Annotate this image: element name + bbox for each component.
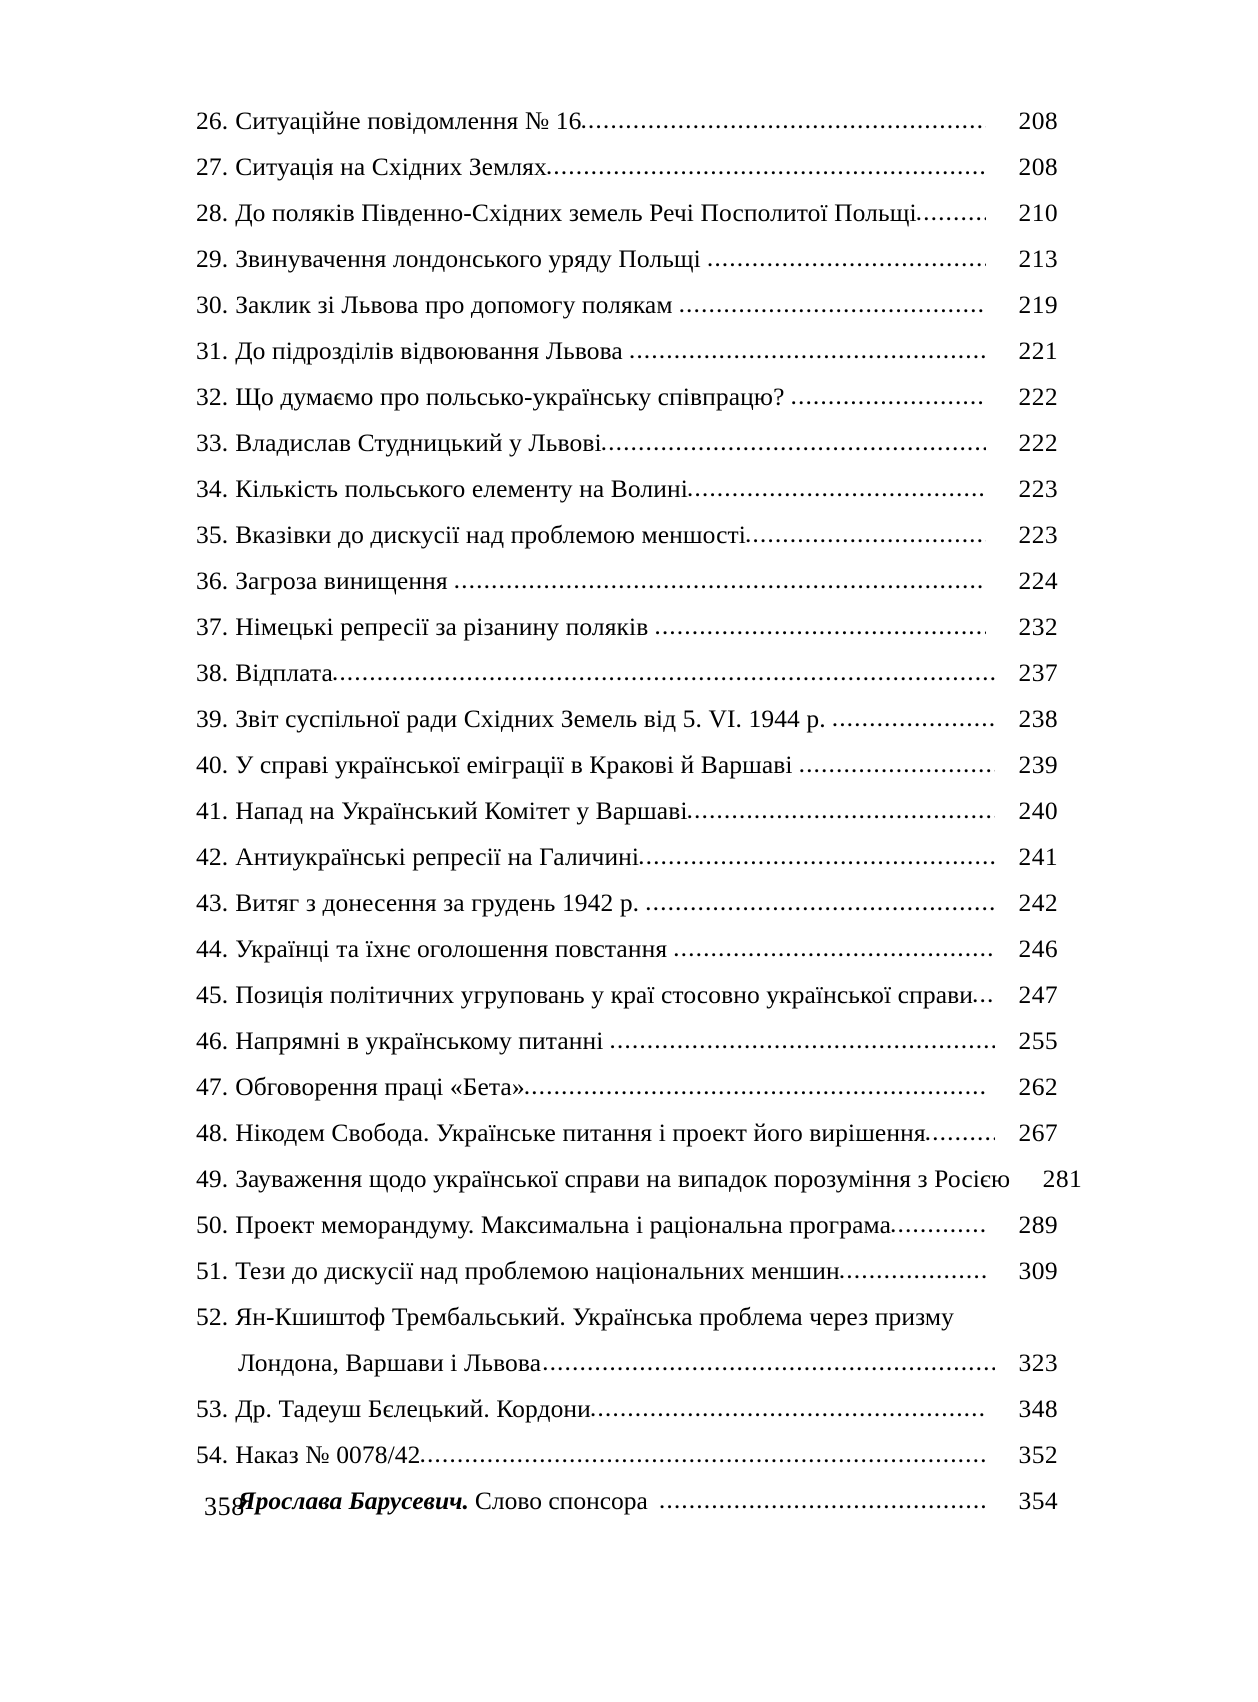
toc-entry-number: 35. xyxy=(196,520,229,549)
toc-entry-title[interactable]: Проект меморандуму. Максимальна і раціональна програма xyxy=(235,1210,891,1239)
toc-entry[interactable] xyxy=(196,522,1058,548)
toc-entry-number: 52. xyxy=(196,1302,229,1331)
toc-entry-title[interactable]: Ситуація на Східних Землях xyxy=(235,152,547,181)
toc-entry-title-continued[interactable]: Лондона, Варшави і Львова xyxy=(238,1348,542,1377)
toc-entry-page[interactable]: 281 xyxy=(1042,1164,1083,1193)
toc-entry-page[interactable]: 232 xyxy=(1018,612,1058,641)
toc-entry-page[interactable]: 246 xyxy=(1018,934,1058,963)
toc-entry-number: 48. xyxy=(196,1118,229,1147)
toc-entry-title[interactable]: Др. Тадеуш Бєлецький. Кордони xyxy=(235,1394,591,1423)
toc-entry[interactable] xyxy=(196,614,1058,640)
sponsor-author-name: Ярослава Барусевич. xyxy=(238,1486,469,1515)
toc-entry-page[interactable]: 240 xyxy=(1018,796,1058,825)
toc-entry-number: 40. xyxy=(196,750,229,779)
toc-entry[interactable] xyxy=(196,200,1058,226)
toc-leader-dots xyxy=(673,936,995,962)
toc-leader-dots xyxy=(542,1350,995,1376)
toc-leader-dots xyxy=(609,1028,995,1054)
toc-leader-dots xyxy=(547,154,986,180)
toc-entry-page[interactable]: 213 xyxy=(1018,244,1058,273)
toc-sponsor-entry[interactable] xyxy=(196,1488,1058,1514)
toc-entry-title[interactable]: Позиція політичних угруповань у краї стосовно української справи xyxy=(235,980,973,1009)
toc-leader-dots xyxy=(659,1488,986,1514)
toc-leader-dots xyxy=(926,1120,995,1146)
toc-entry-page[interactable]: 239 xyxy=(1018,750,1058,779)
toc-entry[interactable] xyxy=(196,430,1058,456)
toc-leader-dots xyxy=(840,1258,986,1284)
toc-entry[interactable] xyxy=(196,1396,1058,1422)
toc-leader-dots xyxy=(707,246,986,272)
toc-entry-title[interactable]: Німецькі репресії за різанину поляків xyxy=(235,612,649,641)
toc-entry-number: 54. xyxy=(196,1440,229,1469)
toc-entry-title[interactable]: Нікодем Свобода. Українське питання і проект його вирішення xyxy=(235,1118,926,1147)
toc-entry-title[interactable]: Звіт суспільної ради Східних Земель від 5. VI. 1944 р. xyxy=(235,704,826,733)
toc-leader-dots xyxy=(679,292,986,318)
toc-entry[interactable] xyxy=(196,936,1058,962)
toc-entry-page[interactable]: 267 xyxy=(1018,1118,1058,1147)
toc-entry-title[interactable]: Заклик зі Львова про допомогу полякам xyxy=(235,290,673,319)
toc-entry[interactable] xyxy=(196,706,1058,732)
toc-entry-page[interactable]: 238 xyxy=(1018,704,1058,733)
toc-entry-number: 39. xyxy=(196,704,229,733)
toc-leader-dots xyxy=(591,1396,986,1422)
toc-entry-page[interactable]: 223 xyxy=(1018,474,1058,503)
toc-entry-title[interactable]: Наказ № 0078/42 xyxy=(235,1440,421,1469)
toc-leader-dots xyxy=(602,430,986,456)
toc-entry[interactable] xyxy=(196,154,1058,180)
toc-entry-number: 42. xyxy=(196,842,229,871)
toc-leader-dots xyxy=(525,1074,986,1100)
toc-leader-dots xyxy=(420,1442,986,1468)
toc-entry-number: 43. xyxy=(196,888,229,917)
table-of-contents xyxy=(196,106,1083,1534)
toc-leader-dots xyxy=(746,522,986,548)
toc-entry-page[interactable]: 210 xyxy=(1018,198,1058,227)
toc-entry[interactable] xyxy=(196,1442,1058,1468)
page-folio-number: 358 xyxy=(204,1492,245,1521)
toc-entry-page[interactable]: 247 xyxy=(1018,980,1058,1009)
toc-entry-page[interactable]: 289 xyxy=(1018,1210,1058,1239)
toc-entry-title[interactable]: Вказівки до дискусії над проблемою меншості xyxy=(235,520,746,549)
toc-leader-dots xyxy=(791,384,987,410)
toc-entry-page[interactable]: 348 xyxy=(1018,1394,1058,1423)
toc-entry-title[interactable]: До поляків Південно-Східних земель Речі Посполитої Польщі xyxy=(235,198,917,227)
toc-entry[interactable] xyxy=(196,752,1058,778)
toc-entry-number: 27. xyxy=(196,152,229,181)
toc-entry-title[interactable]: Українці та їхнє оголошення повстання xyxy=(235,934,668,963)
toc-entry-line-first xyxy=(196,1304,1058,1330)
toc-entry-number: 33. xyxy=(196,428,229,457)
toc-leader-dots xyxy=(799,752,995,778)
toc-entry-number: 30. xyxy=(196,290,229,319)
toc-entry-number: 53. xyxy=(196,1394,229,1423)
sponsor-entry-title[interactable]: Слово спонсора xyxy=(474,1486,648,1515)
toc-entry-title[interactable]: Ян-Кшиштоф Трембальський. Українська проблема через призму xyxy=(235,1302,955,1331)
toc-leader-dots xyxy=(654,614,986,640)
toc-entry-title[interactable]: Напрямні в українському питанні xyxy=(235,1026,604,1055)
toc-entry-page[interactable]: 255 xyxy=(1018,1026,1058,1055)
toc-leader-dots xyxy=(581,108,986,134)
toc-entry-page[interactable]: 223 xyxy=(1018,520,1058,549)
toc-entry-title[interactable]: До підрозділів відвоювання Львова xyxy=(235,336,623,365)
toc-entry-title[interactable]: У справі української еміграції в Кракові й Варшаві xyxy=(235,750,793,779)
toc-leader-dots xyxy=(973,982,995,1008)
toc-entry-title[interactable]: Тези до дискусії над проблемою національних меншин xyxy=(235,1256,840,1285)
toc-entry-number: 46. xyxy=(196,1026,229,1055)
toc-entry-title[interactable]: Обговорення праці «Бета» xyxy=(235,1072,525,1101)
toc-entry[interactable] xyxy=(196,1258,1058,1284)
toc-entry[interactable] xyxy=(196,1212,1058,1238)
toc-entry[interactable] xyxy=(196,844,1058,870)
toc-leader-dots xyxy=(454,568,986,594)
toc-entry[interactable] xyxy=(196,292,1058,318)
toc-leader-dots xyxy=(629,338,986,364)
toc-entry-number: 47. xyxy=(196,1072,229,1101)
toc-leader-dots xyxy=(917,200,986,226)
toc-entry-title[interactable]: Витяг з донесення за грудень 1942 р. xyxy=(235,888,640,917)
toc-entry[interactable] xyxy=(196,568,1058,594)
toc-entry-number: 34. xyxy=(196,474,229,503)
toc-leader-dots xyxy=(688,476,986,502)
toc-leader-dots xyxy=(832,706,995,732)
toc-entry[interactable] xyxy=(196,476,1058,502)
toc-entry-number: 28. xyxy=(196,198,229,227)
toc-entry[interactable] xyxy=(196,982,1058,1008)
toc-entry-title[interactable]: Кількість польського елементу на Волині xyxy=(235,474,688,503)
toc-entry-title[interactable]: Загроза винищення xyxy=(235,566,448,595)
toc-entry-number: 49. xyxy=(196,1164,229,1193)
toc-entry[interactable] xyxy=(196,660,1058,686)
toc-entry-title[interactable]: Напад на Український Комітет у Варшаві xyxy=(235,796,688,825)
toc-entry[interactable] xyxy=(196,798,1058,824)
toc-entry-line-second xyxy=(196,1350,1058,1376)
toc-entry-page[interactable]: 309 xyxy=(1018,1256,1058,1285)
toc-entry-number: 37. xyxy=(196,612,229,641)
toc-entry-title[interactable]: Відплата xyxy=(235,658,333,687)
toc-entry[interactable] xyxy=(196,1164,1083,1193)
toc-entry-page[interactable]: 352 xyxy=(1018,1440,1058,1469)
toc-entry-page[interactable]: 354 xyxy=(1018,1486,1058,1515)
toc-entry-number: 29. xyxy=(196,244,229,273)
toc-entry-page[interactable]: 222 xyxy=(1018,428,1058,457)
toc-entry-page[interactable]: 221 xyxy=(1018,336,1058,365)
toc-entry[interactable] xyxy=(196,1120,1058,1146)
toc-entry-number: 45. xyxy=(196,980,229,1009)
toc-leader-dots xyxy=(688,798,995,824)
toc-entry-title[interactable]: Що думаємо про польсько-українську співпрацю? xyxy=(235,382,785,411)
toc-entry-page[interactable]: 237 xyxy=(1018,658,1058,687)
toc-entry-page[interactable]: 222 xyxy=(1018,382,1058,411)
toc-entry-title[interactable]: Антиукраїнські репресії на Галичині xyxy=(235,842,640,871)
toc-entry[interactable] xyxy=(196,1304,1058,1376)
toc-entry[interactable] xyxy=(196,1074,1058,1100)
toc-entry-title[interactable]: Зауваження щодо української справи на випадок порозуміння з Росією xyxy=(235,1164,1011,1193)
toc-entry-number: 41. xyxy=(196,796,229,825)
toc-entry-page[interactable]: 224 xyxy=(1018,566,1058,595)
toc-entry-number: 38. xyxy=(196,658,229,687)
toc-entry-number: 26. xyxy=(196,106,229,135)
toc-entry-page[interactable]: 323 xyxy=(1018,1348,1058,1377)
toc-entry[interactable] xyxy=(196,108,1058,134)
toc-entry-number: 50. xyxy=(196,1210,229,1239)
toc-entry-page[interactable]: 242 xyxy=(1018,888,1058,917)
toc-entry[interactable] xyxy=(196,246,1058,272)
toc-entry-title[interactable]: Звинувачення лондонського уряду Польщі xyxy=(235,244,701,273)
toc-entry-page[interactable]: 208 xyxy=(1018,106,1058,135)
toc-entry-number: 51. xyxy=(196,1256,229,1285)
toc-leader-dots xyxy=(645,890,995,916)
toc-entry-title[interactable]: Владислав Студницький у Львові xyxy=(235,428,602,457)
toc-entry[interactable] xyxy=(196,890,1058,916)
toc-entry-number: 36. xyxy=(196,566,229,595)
toc-entry-page[interactable]: 241 xyxy=(1018,842,1058,871)
toc-entry[interactable] xyxy=(196,338,1058,364)
toc-entry-number: 31. xyxy=(196,336,229,365)
toc-entry-page[interactable]: 219 xyxy=(1018,290,1058,319)
toc-entry-number: 32. xyxy=(196,382,229,411)
toc-entry[interactable] xyxy=(196,384,1058,410)
toc-leader-dots xyxy=(639,844,995,870)
toc-leader-dots xyxy=(333,660,995,686)
toc-entry-number: 44. xyxy=(196,934,229,963)
toc-entry-title[interactable]: Ситуаційне повідомлення № 16 xyxy=(235,106,582,135)
toc-entry-page[interactable]: 262 xyxy=(1018,1072,1058,1101)
toc-entry-page[interactable]: 208 xyxy=(1018,152,1058,181)
toc-leader-dots xyxy=(891,1212,986,1238)
toc-entry[interactable] xyxy=(196,1028,1058,1054)
